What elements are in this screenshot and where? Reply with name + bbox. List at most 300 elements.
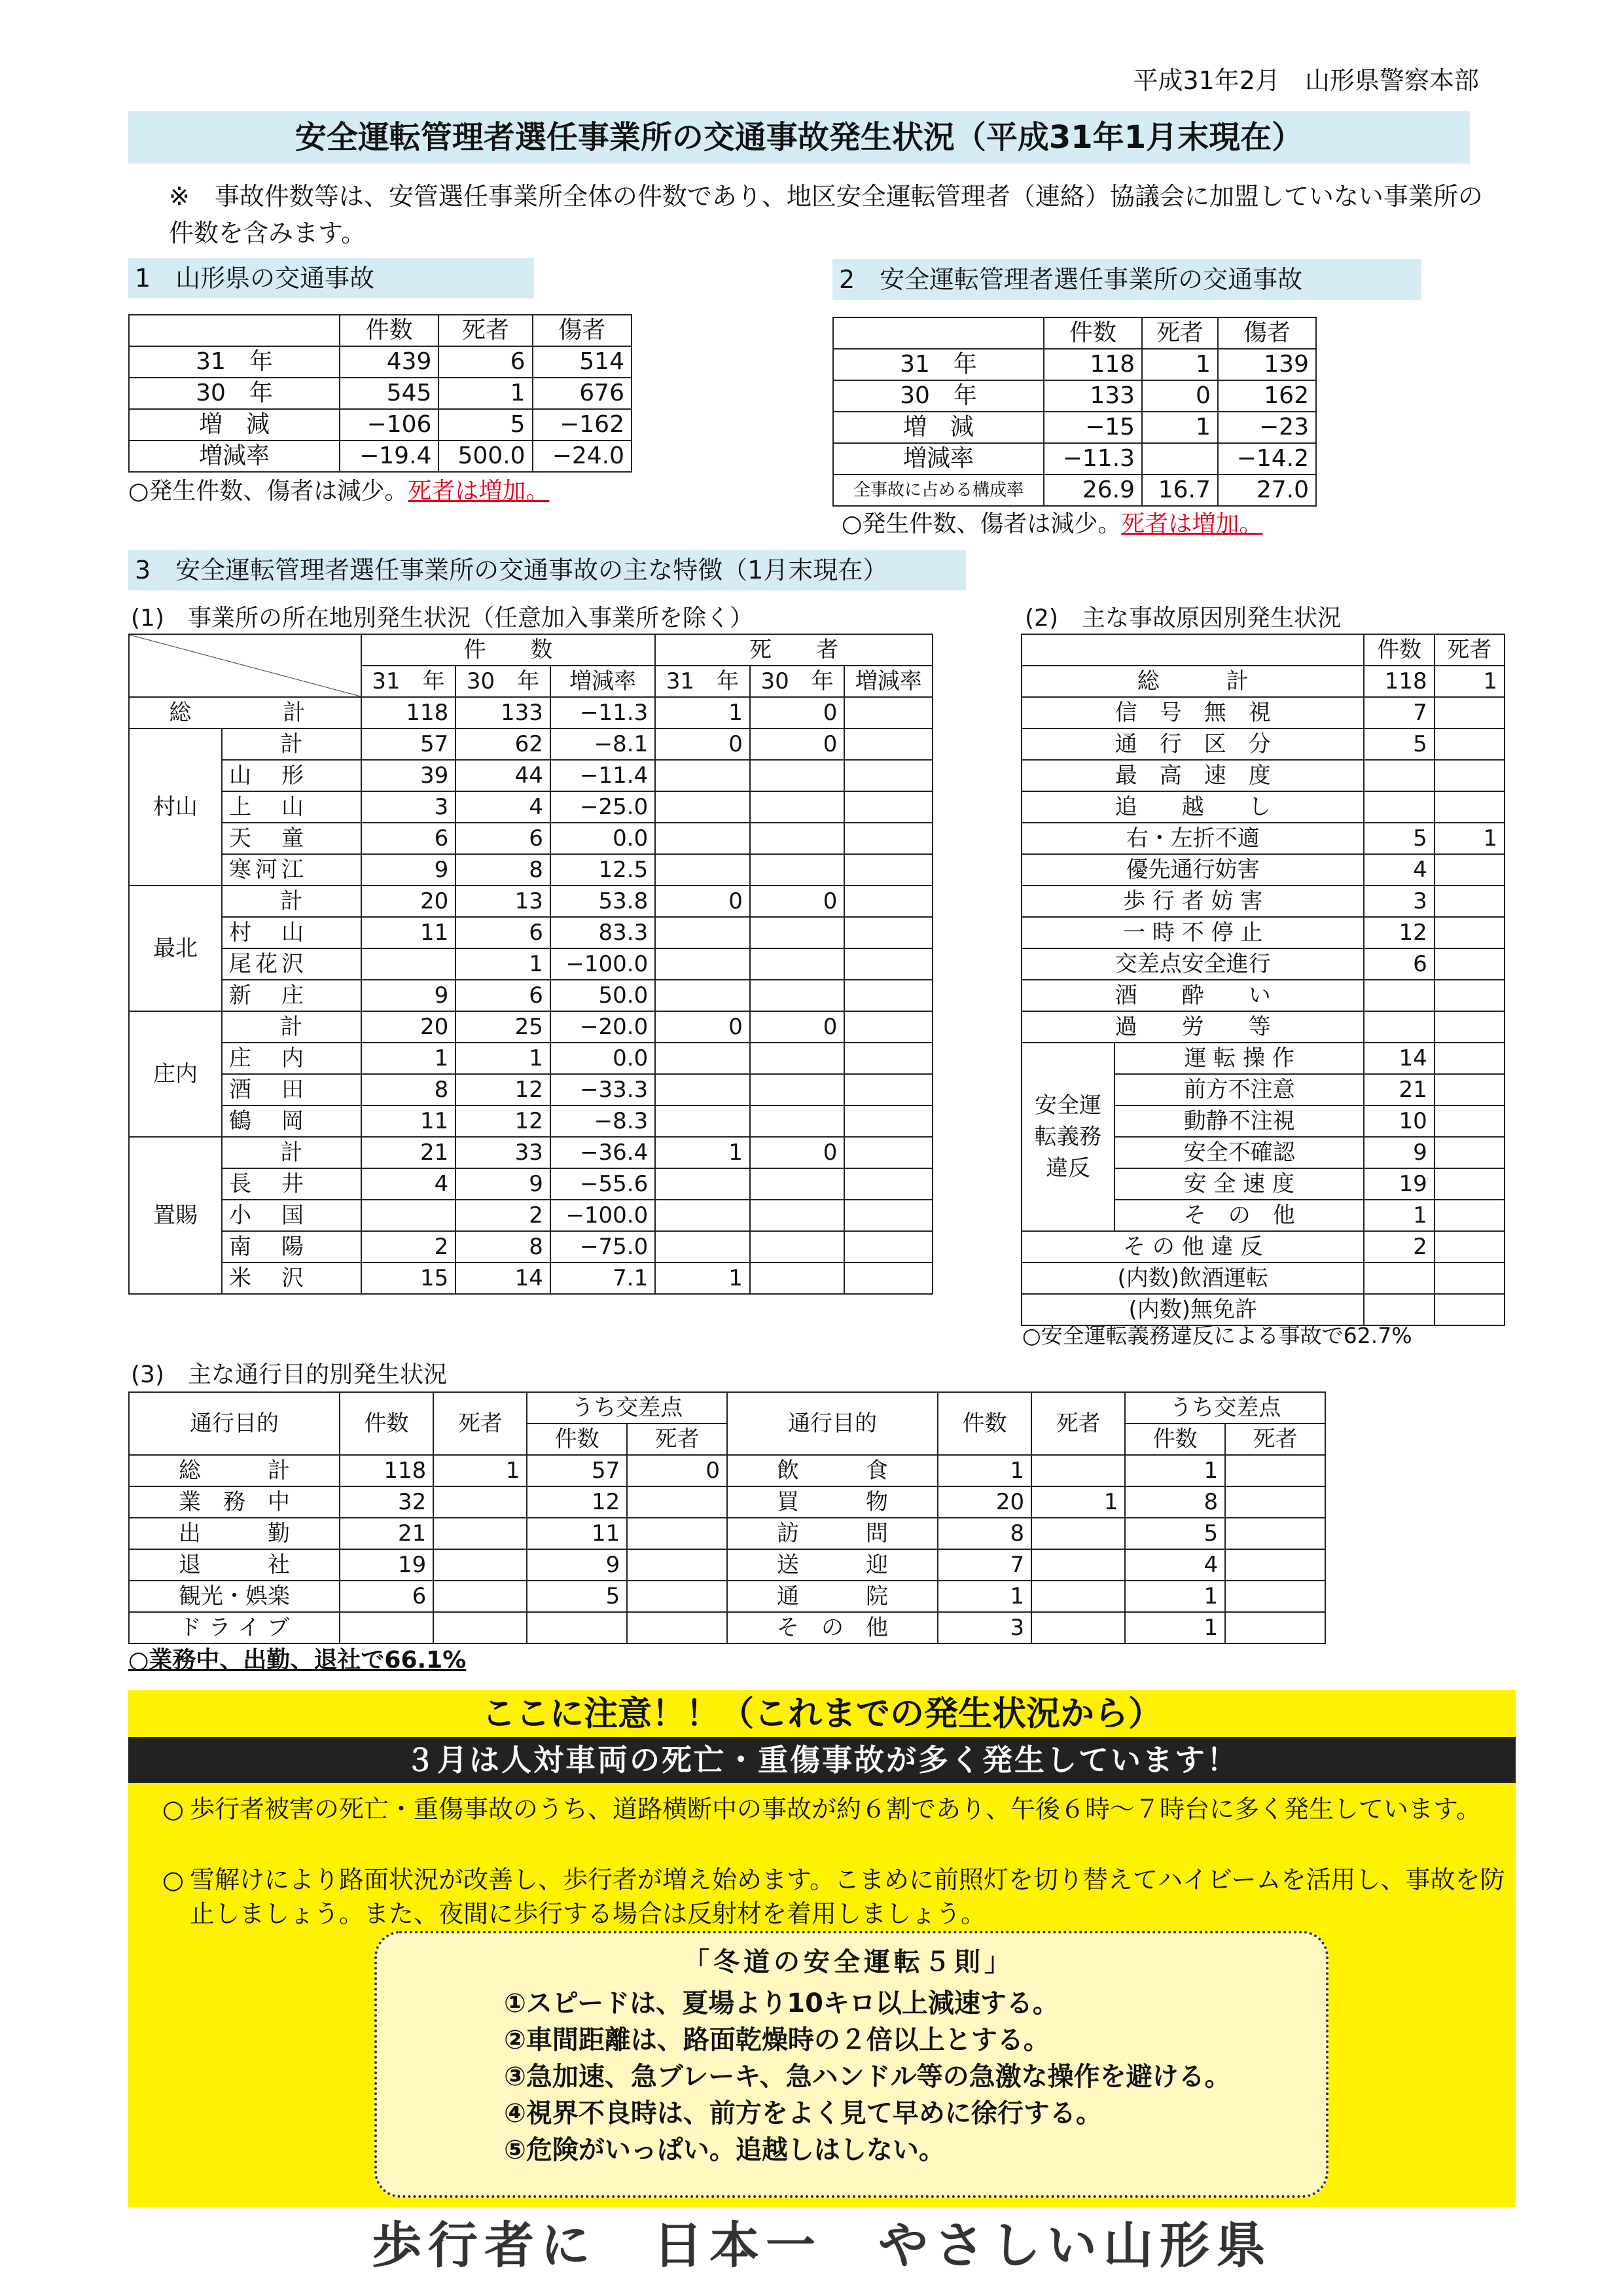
cell: 11 xyxy=(527,1518,627,1549)
rule-5: ⑤危険がいっぱい。追越しはしない。 xyxy=(504,2135,945,2165)
cell xyxy=(655,791,750,823)
cell: 4 xyxy=(1125,1549,1225,1581)
table-row xyxy=(129,1263,933,1294)
cell xyxy=(1031,1455,1125,1486)
cell xyxy=(655,760,750,791)
col-rate: 増減率 xyxy=(844,666,933,697)
table-row xyxy=(1022,1043,1505,1074)
row-label: 追 越 し xyxy=(1022,791,1364,823)
table-row xyxy=(1022,697,1505,728)
table-row xyxy=(833,412,1316,443)
cell: −36.4 xyxy=(550,1137,655,1168)
cell xyxy=(1364,791,1434,823)
cell: 44 xyxy=(455,760,550,791)
cell xyxy=(750,1105,845,1137)
cell: −25.0 xyxy=(550,791,655,823)
row-label: 総 計 xyxy=(129,697,361,728)
cell: 12 xyxy=(455,1105,550,1137)
row-label: 山 形 xyxy=(222,760,361,791)
cell: 19 xyxy=(340,1549,433,1581)
table-row xyxy=(129,1105,933,1137)
cell xyxy=(1435,948,1505,980)
col-count: 件数 xyxy=(340,1392,433,1455)
col-30: 30 年 xyxy=(750,666,845,697)
cell xyxy=(844,791,933,823)
cell xyxy=(655,1200,750,1231)
cell xyxy=(433,1518,527,1549)
col-injured: 傷者 xyxy=(533,315,632,346)
cell: −11.3 xyxy=(550,697,655,728)
cell: −8.1 xyxy=(550,728,655,760)
table-row xyxy=(1022,728,1505,760)
col-30: 30 年 xyxy=(455,666,550,697)
table-row xyxy=(129,1074,933,1105)
table-row xyxy=(129,1200,933,1231)
caption-text: ○発生件数、傷者は減少。 xyxy=(842,511,1122,537)
cell: 0 xyxy=(655,1011,750,1043)
cell xyxy=(1142,443,1218,475)
row-label: 新 庄 xyxy=(222,980,361,1011)
row-label: 訪 問 xyxy=(727,1518,938,1549)
cell xyxy=(750,854,845,886)
cell xyxy=(1435,1074,1505,1105)
date-organization: 平成31年2月 山形県警察本部 xyxy=(1133,66,1479,95)
row-label: 30 年 xyxy=(129,378,340,409)
cell xyxy=(1364,1011,1434,1043)
col-intersection: うち交差点 xyxy=(1125,1392,1325,1424)
table-row xyxy=(129,440,632,472)
cell xyxy=(1435,1168,1505,1200)
col-rate: 増減率 xyxy=(550,666,655,697)
row-label: 31 年 xyxy=(833,349,1044,380)
cell: 33 xyxy=(455,1137,550,1168)
group-count: 件 数 xyxy=(361,634,656,666)
cell xyxy=(1364,760,1434,791)
cell xyxy=(627,1549,727,1581)
section2-table xyxy=(832,317,1317,507)
cell: 1 xyxy=(1142,349,1218,380)
cell: 14 xyxy=(1364,1043,1434,1074)
total-row xyxy=(1022,666,1505,697)
row-label: 増 減 xyxy=(833,412,1044,443)
row-label: 計 xyxy=(222,1137,361,1168)
row-label: 酒 酔 い xyxy=(1022,980,1364,1011)
row-label: そ の 他 違 反 xyxy=(1022,1231,1364,1263)
table-row xyxy=(1022,917,1505,948)
cell xyxy=(1031,1518,1125,1549)
row-label: 安全不確認 xyxy=(1115,1137,1364,1168)
table-row xyxy=(129,346,632,378)
row-label: 増減率 xyxy=(833,443,1044,475)
table-row xyxy=(129,1549,1325,1581)
cell: −55.6 xyxy=(550,1168,655,1200)
cell: −11.4 xyxy=(550,760,655,791)
cell xyxy=(433,1486,527,1518)
table-row xyxy=(833,443,1316,475)
cell: 514 xyxy=(533,346,632,378)
cell: 0 xyxy=(750,728,845,760)
attention-title: ここに注意！！（これまでの発生状況から） xyxy=(481,1695,1162,1734)
cell xyxy=(844,1168,933,1200)
cell xyxy=(1435,1263,1505,1294)
location-table xyxy=(128,634,933,1295)
cell: 20 xyxy=(361,1011,456,1043)
cell: 6 xyxy=(361,823,456,854)
cell xyxy=(1031,1612,1125,1643)
cell: 1 xyxy=(1435,823,1505,854)
row-label: 計 xyxy=(222,728,361,760)
section1-table xyxy=(128,314,632,473)
cell xyxy=(750,760,845,791)
cell: 57 xyxy=(361,728,456,760)
row-label: 寒河江 xyxy=(222,854,361,886)
row-label: 飲 食 xyxy=(727,1455,938,1486)
cell xyxy=(844,1074,933,1105)
cell: 0 xyxy=(655,886,750,917)
cell: 3 xyxy=(361,791,456,823)
cell xyxy=(750,791,845,823)
cell: 118 xyxy=(1364,666,1434,697)
cell: 1 xyxy=(361,1043,456,1074)
cell: 9 xyxy=(361,980,456,1011)
region-total-row xyxy=(129,1137,933,1168)
cell xyxy=(1225,1486,1325,1518)
row-label: 増 減 xyxy=(129,409,340,440)
cell: 9 xyxy=(1364,1137,1434,1168)
cell xyxy=(750,1231,845,1263)
cell xyxy=(844,697,933,728)
cell: 19 xyxy=(1364,1168,1434,1200)
table-row xyxy=(1022,1011,1505,1043)
row-label: 一 時 不 停 止 xyxy=(1022,917,1364,948)
cell: 21 xyxy=(1364,1074,1434,1105)
table-header-row xyxy=(1022,634,1505,666)
cell xyxy=(1364,980,1434,1011)
cell xyxy=(750,1168,845,1200)
region-total-row xyxy=(129,1011,933,1043)
table-row xyxy=(1022,1231,1505,1263)
row-label: 動静不注視 xyxy=(1115,1105,1364,1137)
cell: −14.2 xyxy=(1218,443,1316,475)
cell: 118 xyxy=(361,697,456,728)
region-name: 村山 xyxy=(129,728,222,886)
table-row xyxy=(129,760,933,791)
cell xyxy=(750,1200,845,1231)
row-label: 右・左折不適 xyxy=(1022,823,1364,854)
cell xyxy=(1225,1549,1325,1581)
sub2-title: (2) 主な事故原因別発生状況 xyxy=(1025,605,1341,632)
note-text: ※ 事故件数等は、安管選任事業所全体の件数であり、地区安全運転管理者（連絡）協議会に加盟していない事業所の件数を含みます。 xyxy=(169,182,1483,247)
cell: 2 xyxy=(455,1200,550,1231)
row-label: 出 勤 xyxy=(129,1518,340,1549)
cell: −20.0 xyxy=(550,1011,655,1043)
cell xyxy=(1031,1581,1125,1612)
cell: 1 xyxy=(938,1455,1031,1486)
table-row xyxy=(129,1231,933,1263)
table-row xyxy=(1022,886,1505,917)
cell: 53.8 xyxy=(550,886,655,917)
bullet-text: 歩行者被害の死亡・重傷事故のうち、道路横断中の事故が約６割であり、午後６時～７時台に多く発生しています。 xyxy=(190,1795,1481,1823)
cell: 0 xyxy=(750,886,845,917)
cell: 11 xyxy=(361,917,456,948)
row-label: 計 xyxy=(222,1011,361,1043)
region-name: 庄内 xyxy=(129,1011,222,1137)
table-row xyxy=(129,1455,1325,1486)
cell xyxy=(627,1612,727,1643)
cell: −33.3 xyxy=(550,1074,655,1105)
cell xyxy=(433,1581,527,1612)
row-label: 酒 田 xyxy=(222,1074,361,1105)
cell: 9 xyxy=(527,1549,627,1581)
cell xyxy=(655,854,750,886)
cell: 545 xyxy=(340,378,438,409)
cell: −75.0 xyxy=(550,1231,655,1263)
cell: 4 xyxy=(361,1168,456,1200)
cell xyxy=(844,760,933,791)
row-label: 最 高 速 度 xyxy=(1022,760,1364,791)
caption-red-text: 死者は増加。 xyxy=(408,478,550,505)
cell: 1 xyxy=(655,1263,750,1294)
cell: 6 xyxy=(1364,948,1434,980)
cell xyxy=(844,854,933,886)
cell: 1 xyxy=(655,1137,750,1168)
cell xyxy=(1435,1231,1505,1263)
cell xyxy=(433,1612,527,1643)
section1-heading: 1 山形県の交通事故 xyxy=(135,264,375,293)
cell: 139 xyxy=(1218,349,1316,380)
cell: 0 xyxy=(750,1137,845,1168)
cell: 21 xyxy=(361,1137,456,1168)
cell: 0 xyxy=(750,1011,845,1043)
cell xyxy=(1435,1011,1505,1043)
cell xyxy=(750,948,845,980)
cell: 1 xyxy=(433,1455,527,1486)
cell: −19.4 xyxy=(340,440,438,472)
cell: 83.3 xyxy=(550,917,655,948)
cell xyxy=(1435,697,1505,728)
cell xyxy=(750,1074,845,1105)
row-label: 買 物 xyxy=(727,1486,938,1518)
cell: 57 xyxy=(527,1455,627,1486)
cell xyxy=(844,823,933,854)
sub1-title: (1) 事業所の所在地別発生状況（任意加入事業所を除く） xyxy=(131,605,753,632)
table-row xyxy=(129,1612,1325,1643)
cell: 162 xyxy=(1218,380,1316,412)
col-inter-death: 死者 xyxy=(627,1424,727,1455)
cell xyxy=(844,980,933,1011)
cell xyxy=(655,1043,750,1074)
cell xyxy=(655,948,750,980)
cell: 62 xyxy=(455,728,550,760)
cell xyxy=(750,823,845,854)
col-count: 件数 xyxy=(1364,634,1434,666)
region-total-row xyxy=(129,886,933,917)
row-label: 業 務 中 xyxy=(129,1486,340,1518)
cell: 4 xyxy=(455,791,550,823)
duty-group-label: 安全運転義務違反 xyxy=(1022,1043,1115,1231)
cell xyxy=(1435,854,1505,886)
attention-bullet-1 xyxy=(151,1792,1505,1826)
col-intersection: うち交差点 xyxy=(527,1392,727,1424)
cell xyxy=(1225,1455,1325,1486)
row-label: 総 計 xyxy=(129,1455,340,1486)
table-row xyxy=(833,349,1316,380)
cell: 7 xyxy=(938,1549,1031,1581)
cell: 25 xyxy=(455,1011,550,1043)
table-row xyxy=(129,917,933,948)
cell xyxy=(1435,1137,1505,1168)
col-31: 31 年 xyxy=(655,666,750,697)
region-name: 置賜 xyxy=(129,1137,222,1294)
sub2-caption: ○安全運転義務違反による事故で62.7% xyxy=(1022,1323,1412,1348)
row-label: 安 全 速 度 xyxy=(1115,1168,1364,1200)
cell: 21 xyxy=(340,1518,433,1549)
row-label: 優先通行妨害 xyxy=(1022,854,1364,886)
cell: 133 xyxy=(1044,380,1142,412)
cell xyxy=(844,728,933,760)
cell xyxy=(627,1518,727,1549)
caption-red-text: 死者は増加。 xyxy=(1121,511,1263,537)
cell xyxy=(1435,917,1505,948)
rules-title: 「冬道の安全運転５則」 xyxy=(683,1947,1014,1977)
cell: 12.5 xyxy=(550,854,655,886)
cell: 12 xyxy=(455,1074,550,1105)
cell: 133 xyxy=(455,697,550,728)
cell xyxy=(1435,728,1505,760)
group-death: 死 者 xyxy=(655,634,933,666)
cell: 4 xyxy=(1364,854,1434,886)
table-corner xyxy=(1022,634,1364,666)
row-label: 通 院 xyxy=(727,1581,938,1612)
cell: 5 xyxy=(1364,728,1434,760)
cell xyxy=(750,980,845,1011)
row-label: (内数)飲酒運転 xyxy=(1022,1263,1364,1294)
table-row xyxy=(129,948,933,980)
row-label: 歩 行 者 妨 害 xyxy=(1022,886,1364,917)
cell: 2 xyxy=(1364,1231,1434,1263)
row-label: 尾花沢 xyxy=(222,948,361,980)
cell: 5 xyxy=(1125,1518,1225,1549)
table-row xyxy=(129,1168,933,1200)
row-label: 総 計 xyxy=(1022,666,1364,697)
cell xyxy=(655,1105,750,1137)
cell: 8 xyxy=(455,1231,550,1263)
cell xyxy=(1435,980,1505,1011)
cell xyxy=(1435,1043,1505,1074)
col-inter-death: 死者 xyxy=(1225,1424,1325,1455)
cell: 9 xyxy=(455,1168,550,1200)
row-label: そ の 他 xyxy=(727,1612,938,1643)
cell: 9 xyxy=(361,854,456,886)
row-label: 信 号 無 視 xyxy=(1022,697,1364,728)
row-label: 村 山 xyxy=(222,917,361,948)
cell: 20 xyxy=(361,886,456,917)
row-label: 南 陽 xyxy=(222,1231,361,1263)
cell: 32 xyxy=(340,1486,433,1518)
cell xyxy=(1031,1549,1125,1581)
cell xyxy=(1225,1581,1325,1612)
cell xyxy=(655,980,750,1011)
table-corner xyxy=(129,315,340,346)
cell: 1 xyxy=(1435,666,1505,697)
table-row xyxy=(1022,1263,1505,1294)
table-corner xyxy=(129,634,361,697)
cell xyxy=(844,948,933,980)
attention-bullet-2 xyxy=(151,1863,1505,1931)
cell: 5 xyxy=(527,1581,627,1612)
col-death: 死者 xyxy=(1142,317,1218,349)
cell xyxy=(844,1105,933,1137)
cell: 1 xyxy=(1364,1200,1434,1231)
cell: 50.0 xyxy=(550,980,655,1011)
col-purpose: 通行目的 xyxy=(727,1392,938,1455)
cell: 0.0 xyxy=(550,1043,655,1074)
cell xyxy=(1435,1294,1505,1325)
cell: −100.0 xyxy=(550,1200,655,1231)
row-label: 上 山 xyxy=(222,791,361,823)
cell: −11.3 xyxy=(1044,443,1142,475)
row-label: 増減率 xyxy=(129,440,340,472)
rule-1: ①スピードは、夏場より10キロ以上減速する。 xyxy=(504,1988,1059,2018)
cell xyxy=(844,1011,933,1043)
bullet-mark: ○ xyxy=(162,1795,185,1823)
col-count: 件数 xyxy=(340,315,438,346)
row-label: 全事故に占める構成率 xyxy=(833,475,1044,506)
table-row xyxy=(129,409,632,440)
cell: 3 xyxy=(938,1612,1031,1643)
attention-banner: ３月は人対車両の死亡・重傷事故が多く発生しています！ xyxy=(405,1742,1239,1778)
cell: 14 xyxy=(455,1263,550,1294)
cell: 1 xyxy=(455,948,550,980)
cell: 20 xyxy=(938,1486,1031,1518)
region-name: 最北 xyxy=(129,886,222,1011)
cell xyxy=(655,1168,750,1200)
purpose-table xyxy=(128,1391,1326,1644)
cause-table xyxy=(1021,634,1505,1326)
table-row xyxy=(1022,980,1505,1011)
table-row xyxy=(129,854,933,886)
table-row xyxy=(129,1581,1325,1612)
cell: 8 xyxy=(455,854,550,886)
col-inter-count: 件数 xyxy=(1125,1424,1225,1455)
cell: 439 xyxy=(340,346,438,378)
cell: −8.3 xyxy=(550,1105,655,1137)
cell xyxy=(750,1263,845,1294)
rule-3: ③急加速、急ブレーキ、急ハンドル等の急激な操作を避ける。 xyxy=(504,2062,1231,2092)
cell: 5 xyxy=(1364,823,1434,854)
cell: 1 xyxy=(938,1581,1031,1612)
total-row xyxy=(129,697,933,728)
cell: 1 xyxy=(1031,1486,1125,1518)
cell xyxy=(1435,886,1505,917)
cell: 1 xyxy=(1142,412,1218,443)
cell: 27.0 xyxy=(1218,475,1316,506)
cell: 12 xyxy=(527,1486,627,1518)
col-count: 件数 xyxy=(938,1392,1031,1455)
row-label: ド ラ イ ブ xyxy=(129,1612,340,1643)
cell xyxy=(1435,1200,1505,1231)
sub3-title: (3) 主な通行目的別発生状況 xyxy=(131,1361,447,1388)
row-label: 前方不注意 xyxy=(1115,1074,1364,1105)
cell xyxy=(1435,1105,1505,1137)
table-header-row xyxy=(129,1392,1325,1424)
cell: 6 xyxy=(340,1581,433,1612)
row-label: 観光・娯楽 xyxy=(129,1581,340,1612)
row-label: 31 年 xyxy=(129,346,340,378)
cell: 0 xyxy=(655,728,750,760)
row-label: (内数)無免許 xyxy=(1022,1294,1364,1325)
section2-caption xyxy=(842,508,1262,541)
